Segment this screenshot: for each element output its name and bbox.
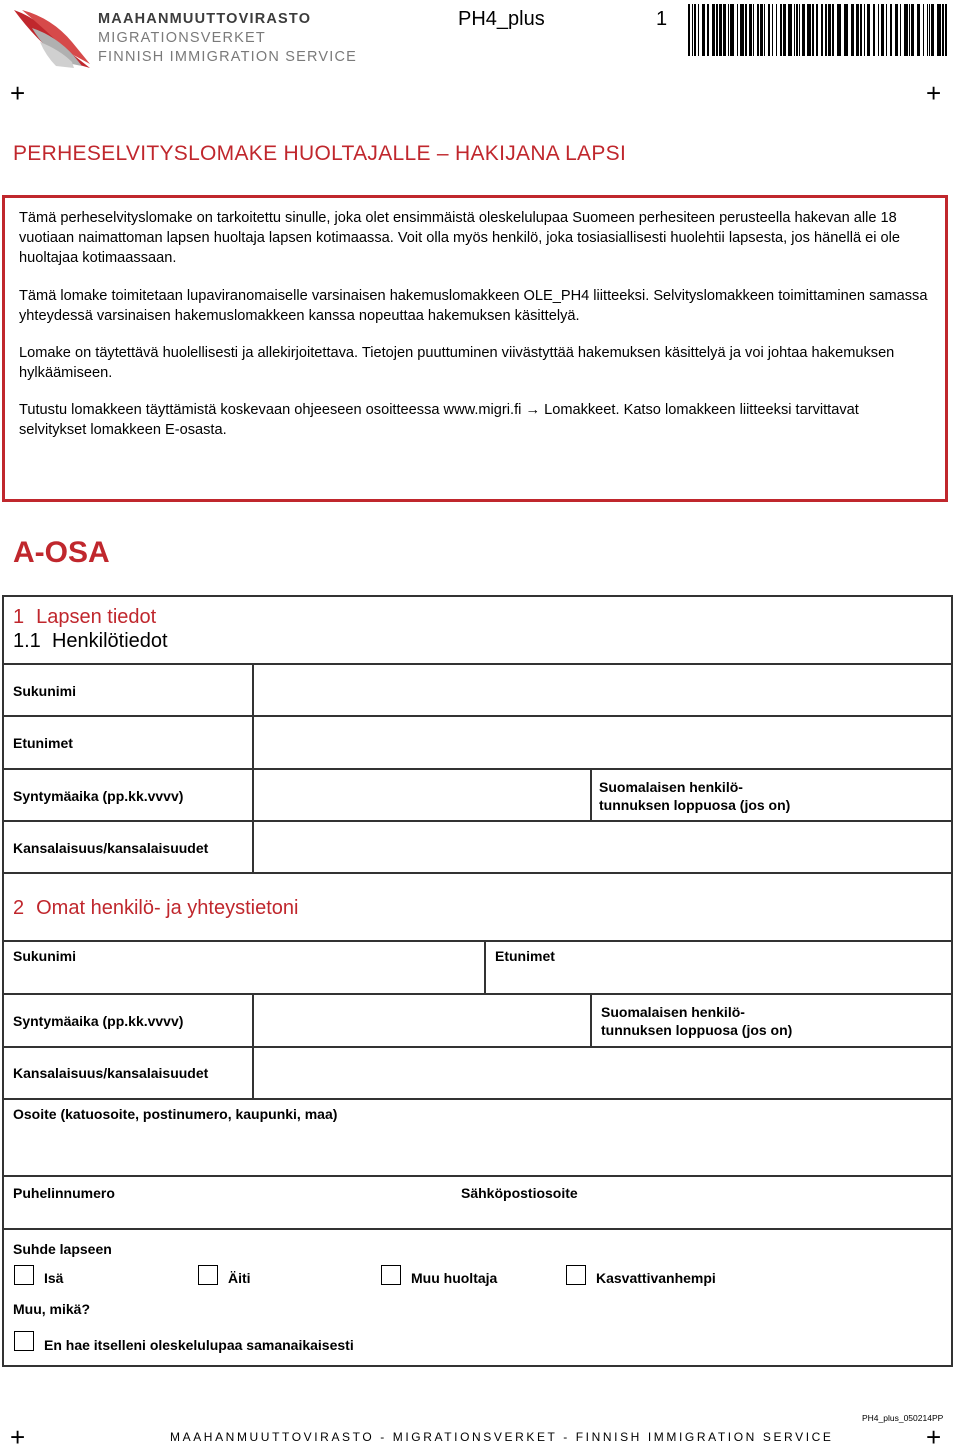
other-guardian-option-label: Muu huoltaja xyxy=(411,1270,498,1286)
child-surname-label: Sukunimi xyxy=(13,683,77,699)
row-divider xyxy=(2,993,953,995)
part-2-heading xyxy=(13,897,298,920)
email-field[interactable] xyxy=(458,1203,950,1226)
own-pin-label-line-1: Suomalaisen henkilö- xyxy=(601,1004,745,1020)
foster-parent-option-label: Kasvattivanhempi xyxy=(596,1270,716,1286)
crosshair-icon: + xyxy=(10,78,26,108)
part-1-1-number: 1.1 xyxy=(13,630,41,652)
intro-paragraph-4 xyxy=(19,400,929,440)
own-birth-date-label: Syntymäaika (pp.kk.vvvv) xyxy=(13,1013,184,1029)
row-divider xyxy=(2,940,953,942)
no-own-permit-label: En hae itselleni oleskelulupaa samanaikaisesti xyxy=(44,1337,354,1353)
logo-line-finnish: MAAHANMUUTTOVIRASTO xyxy=(98,11,312,27)
child-citizenship-field[interactable] xyxy=(256,824,950,870)
own-first-names-label: Etunimet xyxy=(495,948,555,964)
row-divider xyxy=(2,1046,953,1048)
child-pin-label-line-1: Suomalaisen henkilö- xyxy=(599,779,743,795)
row-divider xyxy=(2,1175,953,1177)
address-field[interactable] xyxy=(4,1126,950,1173)
row-divider xyxy=(2,1098,953,1100)
row-divider xyxy=(2,1228,953,1230)
child-surname-field[interactable] xyxy=(256,667,950,713)
section-a-title: A-OSA xyxy=(13,536,110,569)
footer-form-code: PH4_plus_050214PP xyxy=(862,1413,944,1423)
other-guardian-checkbox[interactable] xyxy=(381,1265,401,1285)
page-number: 1 xyxy=(656,8,668,30)
crosshair-icon: + xyxy=(926,1422,942,1452)
column-divider xyxy=(590,768,592,821)
own-birth-date-field[interactable] xyxy=(256,997,588,1044)
column-divider xyxy=(484,940,486,994)
own-pin-label xyxy=(601,1003,792,1039)
father-checkbox[interactable] xyxy=(14,1265,34,1285)
column-divider xyxy=(252,993,254,1099)
own-citizenship-field[interactable] xyxy=(256,1050,950,1096)
logo-line-english: FINNISH IMMIGRATION SERVICE xyxy=(98,49,358,65)
no-own-permit-checkbox[interactable] xyxy=(14,1331,34,1351)
own-surname-field[interactable] xyxy=(4,966,482,991)
part-1-number: 1 xyxy=(13,606,25,628)
intro-paragraph-2: Tämä lomake toimitetaan lupaviranomaiselle varsinaisen hakemuslomakkeen OLE_PH4 liitteeksi. Selvityslomakkeen toimittaminen samassa yhteydessä varsinaisen hakemuslomakkeen kanssa nopeuttaa hakemuksen käsittelyä. xyxy=(19,288,928,324)
part-1-title: Lapsen tiedot xyxy=(36,606,157,628)
row-divider xyxy=(2,663,953,665)
crosshair-icon: + xyxy=(926,78,942,108)
intro-instructions-text: Tutustu lomakkeen täyttämistä koskevaan ohjeeseen osoitteessa www.migri.fi xyxy=(19,402,522,418)
form-title: PERHESELVITYSLOMAKE HUOLTAJALLE – HAKIJANA LAPSI xyxy=(13,142,627,165)
form-code: PH4_plus xyxy=(458,8,545,30)
logo-line-swedish: MIGRATIONSVERKET xyxy=(98,30,266,46)
own-surname-label: Sukunimi xyxy=(13,948,77,964)
child-first-names-label: Etunimet xyxy=(13,735,73,751)
row-divider xyxy=(2,715,953,717)
footer-agency-names: MAAHANMUUTTOVIRASTO - MIGRATIONSVERKET - FINNISH IMMIGRATION SERVICE xyxy=(170,1430,834,1444)
column-divider xyxy=(252,663,254,873)
address-label: Osoite (katuosoite, postinumero, kaupunki, maa) xyxy=(13,1106,338,1122)
email-label: Sähköpostiosoite xyxy=(461,1185,578,1201)
mother-checkbox[interactable] xyxy=(198,1265,218,1285)
barcode-icon xyxy=(688,4,950,56)
crosshair-icon: + xyxy=(10,1422,26,1452)
own-pin-label-line-2: tunnuksen loppuosa (jos on) xyxy=(601,1022,793,1038)
foster-parent-checkbox[interactable] xyxy=(566,1265,586,1285)
child-birth-date-field[interactable] xyxy=(256,772,588,818)
part-2-number: 2 xyxy=(13,897,25,919)
child-birth-date-label: Syntymäaika (pp.kk.vvvv) xyxy=(13,788,184,804)
part-1-1-heading xyxy=(13,630,168,653)
child-first-names-field[interactable] xyxy=(256,719,950,765)
wing-logo-icon xyxy=(12,6,92,70)
child-citizenship-label: Kansalaisuus/kansalaisuudet xyxy=(13,840,209,856)
row-divider xyxy=(2,768,953,770)
intro-paragraph-1: Tämä perheselvityslomake on tarkoitettu sinulle, joka olet ensimmäistä oleskelulupaa Suomeen perhesiteen perusteella hakevan alle 18 vuotiaan naimattoman lapsen huoltaja lapsen kotimaassa. Voit olla myös henkilö, joka tosiasiallisesti huolehtii lapsesta, jos hänellä ei ole huoltajaa kotimaassaan. xyxy=(19,210,901,266)
own-citizenship-label: Kansalaisuus/kansalaisuudet xyxy=(13,1065,209,1081)
own-first-names-field[interactable] xyxy=(488,966,950,991)
intro-forms-text: Lomakkeet. Katso lomakkeen liitteeksi tarvittavat selvitykset lomakkeen E-osasta. xyxy=(19,402,859,438)
father-option-label: Isä xyxy=(44,1270,64,1286)
column-divider xyxy=(590,993,592,1047)
other-relation-field[interactable] xyxy=(100,1296,948,1320)
other-relation-label: Muu, mikä? xyxy=(13,1301,91,1317)
arrow-right-icon: → xyxy=(525,402,541,418)
part-2-title: Omat henkilö- ja yhteystietoni xyxy=(36,897,299,919)
row-divider xyxy=(2,820,953,822)
phone-label: Puhelinnumero xyxy=(13,1185,115,1201)
agency-logo-text xyxy=(98,10,358,67)
part-1-1-title: Henkilötiedot xyxy=(51,630,168,652)
child-pin-label-line-2: tunnuksen loppuosa (jos on) xyxy=(599,797,791,813)
intro-paragraph-3: Lomake on täytettävä huolellisesti ja allekirjoitettava. Tietojen puuttuminen viivästyttää hakemuksen käsittelyä ja voi johtaa hakemuksen hylkäämiseen. xyxy=(19,345,895,381)
relation-label: Suhde lapseen xyxy=(13,1241,112,1257)
row-divider xyxy=(2,872,953,874)
mother-option-label: Äiti xyxy=(228,1270,251,1286)
child-pin-label xyxy=(599,778,790,814)
part-1-heading xyxy=(13,606,156,629)
phone-field[interactable] xyxy=(4,1203,444,1226)
